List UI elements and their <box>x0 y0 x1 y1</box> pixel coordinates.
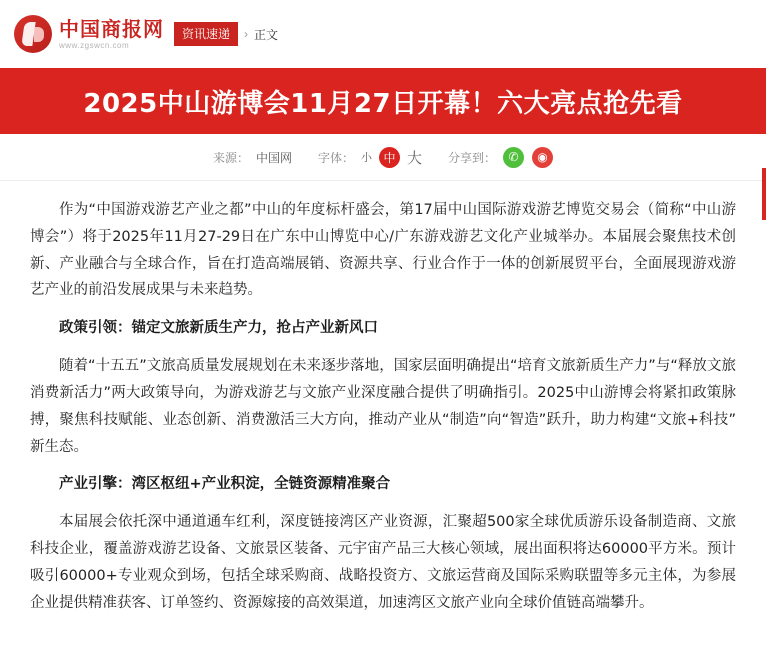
article-meta-bar <box>0 134 766 181</box>
logo-text-block <box>59 16 164 50</box>
breadcrumb-separator-icon: › <box>244 27 249 41</box>
breadcrumb-item-current: 正文 <box>254 27 279 42</box>
wechat-share-icon[interactable]: ✆ <box>503 147 524 168</box>
weibo-share-icon[interactable]: ◉ <box>532 147 553 168</box>
article-subheading: 政策引领：锚定文旅新质生产力，抢占产业新风口 <box>59 320 378 337</box>
breadcrumb-item-news[interactable]: 资讯速递 <box>174 22 238 46</box>
article-subheading: 产业引擎：湾区枢纽+产业积淀，全链资源精准聚合 <box>59 476 391 493</box>
fontsize-large-button[interactable]: 大 <box>407 149 423 167</box>
breadcrumb <box>174 22 278 46</box>
article-paragraph: 随着“十五五”文旅高质量发展规划在未来逐步落地，国家层面明确提出“培育文旅新质生产力”与“释放文旅消费新活力”两大政策导向，为游戏游艺与文旅产业深度融合提供了明确指引。2025中山游博会将紧扣政策脉搏，聚焦科技赋能、业态创新、消费激活三大方向，推动产业从“制造”向“智造”跃升，助力构建“文旅+科技”新生态。 <box>30 358 736 455</box>
site-logo[interactable] <box>14 15 164 53</box>
share-label: 分享到： <box>448 150 497 165</box>
page-title: 2025中山游博会11月27日开幕！六大亮点抢先看 <box>83 88 683 119</box>
article-paragraph: 本届展会依托深中通道通车红利，深度链接湾区产业资源，汇聚超500家全球优质游乐设备制造商、文旅科技企业，覆盖游戏游艺设备、文旅景区装备、元宇宙产品三大核心领域，展出面积将达60000平方米。预计吸引60000+专业观众到场，包括全球采购商、战略投资方、文旅运营商及国际采购联盟等多元主体，为参展企业提供精准获客、订单签约、资源嫁接的高效渠道，加速湾区文旅产业向全球价值链高端攀升。 <box>30 514 736 611</box>
source-value[interactable]: 中国网 <box>255 150 292 165</box>
site-header <box>0 0 766 68</box>
article-body <box>0 181 766 651</box>
fontsize-group <box>318 147 422 168</box>
fontsize-medium-button[interactable]: 中 <box>379 147 400 168</box>
share-icon-list <box>503 147 553 168</box>
logo-domain: www.zgswcn.com <box>59 40 130 50</box>
fontsize-small-button[interactable]: 小 <box>361 152 372 164</box>
headline-banner <box>0 68 766 134</box>
cb-logo-icon <box>14 15 52 53</box>
logo-title: 中国商报网 <box>59 16 164 41</box>
source-group <box>213 149 292 166</box>
share-group <box>448 147 553 168</box>
article-paragraph: 作为“中国游戏游艺产业之都”中山的年度标杆盛会，第17届中山国际游戏游艺博览交易会（简称“中山游博会”）将于2025年11月27-29日在广东中山博览中心/广东游戏游艺文化产业城举办。本届展会聚焦技术创新、产业融合与全球合作，旨在打造高端展销、资源共享、行业合作于一体的创新展贸平台，全面展现游戏游艺产业的前沿发展成果与未来趋势。 <box>30 202 736 299</box>
source-label: 来源： <box>212 150 249 165</box>
right-edge-accent <box>762 168 766 220</box>
fontsize-label: 字体： <box>317 150 354 165</box>
